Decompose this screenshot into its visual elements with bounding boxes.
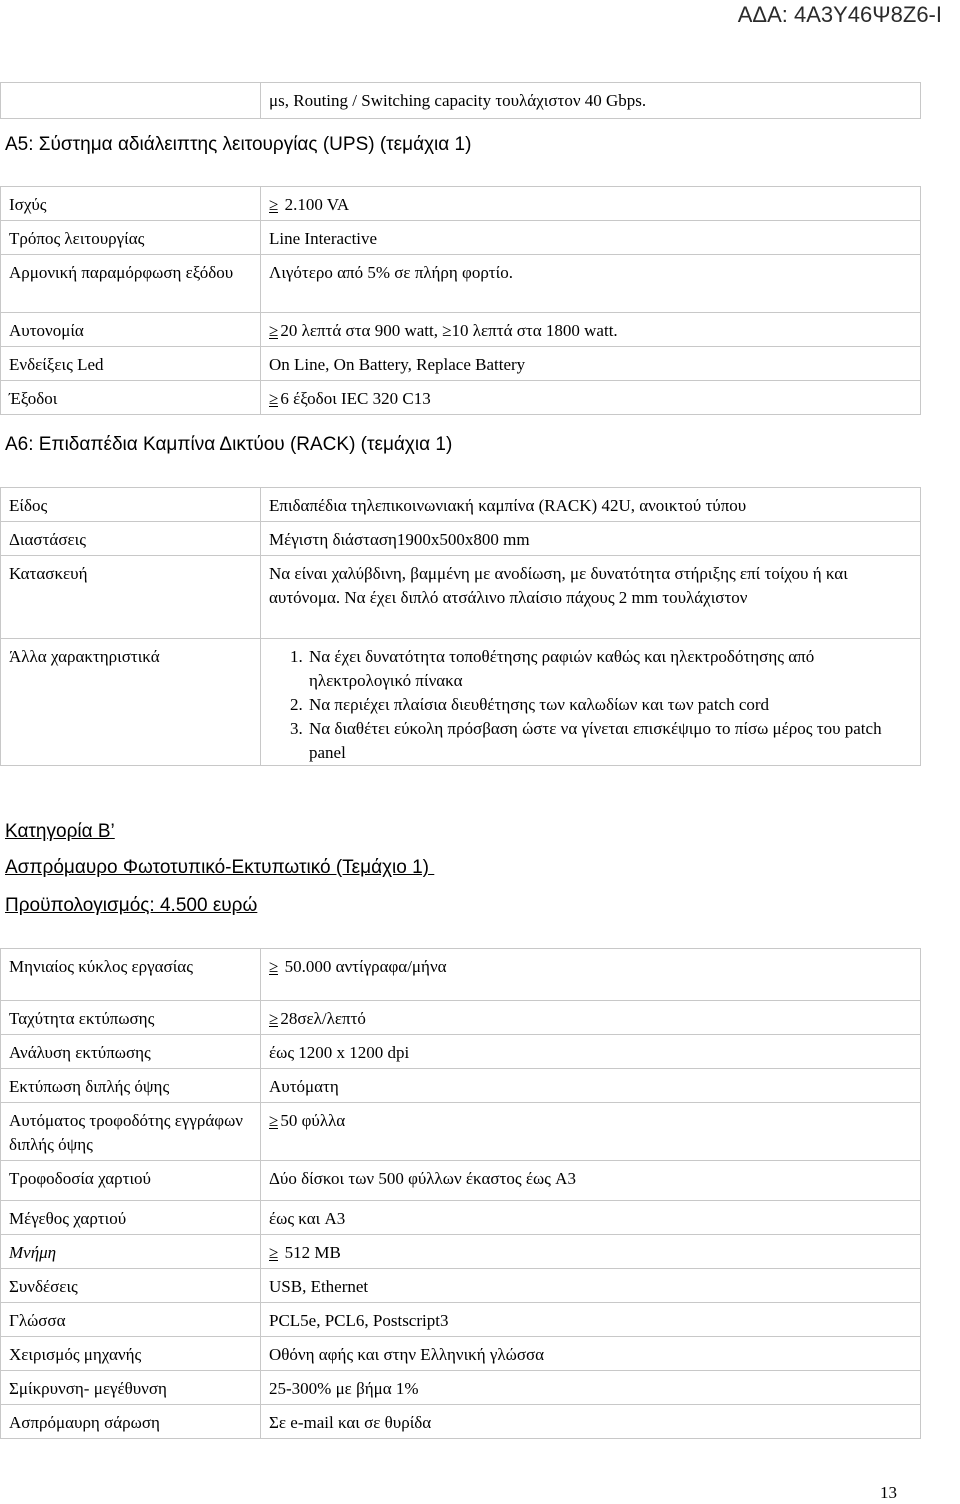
ups-value-text: 2.100 VA bbox=[280, 195, 350, 214]
ups-label: Αρμονική παραμόρφωση εξόδου bbox=[1, 255, 261, 313]
printer-label: Χειρισμός μηχανής bbox=[1, 1337, 261, 1371]
ups-label: Έξοδοι bbox=[1, 381, 261, 415]
printer-value: 25-300% με βήμα 1% bbox=[261, 1371, 921, 1405]
ups-table bbox=[0, 186, 921, 415]
printer-label: Συνδέσεις bbox=[1, 1269, 261, 1303]
printer-label: Μέγεθος χαρτιού bbox=[1, 1201, 261, 1235]
ups-label: Ισχύς bbox=[1, 187, 261, 221]
list-item: 2. Να περιέχει πλαίσια διευθέτησης των καλωδίων και των patch cord bbox=[307, 693, 912, 717]
printer-value: USB, Ethernet bbox=[261, 1269, 921, 1303]
page-number: 13 bbox=[880, 1483, 897, 1502]
top-row-label bbox=[1, 83, 261, 119]
ge-symbol: ≥ bbox=[269, 1009, 279, 1028]
rack-label: Άλλα χαρακτηριστικά bbox=[1, 639, 261, 766]
printer-label: Μνήμη bbox=[1, 1235, 261, 1269]
rack-value: Επιδαπέδια τηλεπικοινωνιακή καμπίνα (RACK) 42U, ανοικτού τύπου bbox=[261, 488, 921, 522]
list-item: 3. Να διαθέτει εύκολη πρόσβαση ώστε να γίνεται επισκέψιμο το πίσω μέρος του patch panel bbox=[307, 717, 912, 765]
ge-symbol: ≥ bbox=[269, 957, 279, 976]
printer-label: Εκτύπωση διπλής όψης bbox=[1, 1069, 261, 1103]
printer-value: Δύο δίσκοι των 500 φύλλων έκαστος έως A3 bbox=[261, 1161, 921, 1201]
printer-value-text: 512 MB bbox=[280, 1243, 341, 1262]
printer-label: Σμίκρυνση- μεγέθυνση bbox=[1, 1371, 261, 1405]
ge-symbol: ≥ bbox=[269, 389, 279, 408]
ups-label: Τρόπος λειτουργίας bbox=[1, 221, 261, 255]
ups-value: Line Interactive bbox=[261, 221, 921, 255]
ups-value-text: 6 έξοδοι IEC 320 C13 bbox=[280, 389, 431, 408]
printer-value-text: 50 φύλλα bbox=[280, 1111, 346, 1130]
printer-value: Σε e-mail και σε θυρίδα bbox=[261, 1405, 921, 1439]
printer-value bbox=[261, 1235, 921, 1269]
ups-label: Αυτονομία bbox=[1, 313, 261, 347]
printer-value bbox=[261, 1001, 921, 1035]
a5-heading: Α5: Σύστημα αδιάλειπτης λειτουργίας (UPS) (τεμάχια 1) bbox=[5, 134, 472, 155]
ups-value: Λιγότερο από 5% σε πλήρη φορτίο. bbox=[261, 255, 921, 313]
printer-label: Ταχύτητα εκτύπωσης bbox=[1, 1001, 261, 1035]
rack-table bbox=[0, 487, 921, 766]
category-title: Κατηγορία Β’ bbox=[5, 821, 115, 842]
printer-label: Ασπρόμαυρη σάρωση bbox=[1, 1405, 261, 1439]
printer-label: Αυτόματος τροφοδότης εγγράφων διπλής όψης bbox=[1, 1103, 261, 1161]
budget: Προϋπολογισμός: 4.500 ευρώ bbox=[5, 895, 258, 916]
ups-value: On Line, On Battery, Replace Battery bbox=[261, 347, 921, 381]
ge-symbol: ≥ bbox=[269, 321, 279, 340]
top-row-value: μs, Routing / Switching capacity τουλάχιστον 40 Gbps. bbox=[261, 83, 921, 119]
ups-value bbox=[261, 187, 921, 221]
ada-code: ΑΔΑ: 4Α3Υ46Ψ8Ζ6-Ι bbox=[737, 2, 942, 27]
printer-value: έως 1200 x 1200 dpi bbox=[261, 1035, 921, 1069]
printer-value-text: 28σελ/λεπτό bbox=[280, 1009, 366, 1028]
printer-label: Μηνιαίος κύκλος εργασίας bbox=[1, 949, 261, 1001]
printer-value: PCL5e, PCL6, Postscript3 bbox=[261, 1303, 921, 1337]
printer-value-text: 50.000 αντίγραφα/μήνα bbox=[280, 957, 447, 976]
features-list bbox=[269, 645, 912, 765]
ups-value bbox=[261, 313, 921, 347]
printer-label: Γλώσσα bbox=[1, 1303, 261, 1337]
printer-table bbox=[0, 948, 921, 1439]
rack-value: Μέγιστη διάσταση1900x500x800 mm bbox=[261, 522, 921, 556]
printer-value bbox=[261, 1103, 921, 1161]
printer-label: Ανάλυση εκτύπωσης bbox=[1, 1035, 261, 1069]
printer-label: Τροφοδοσία χαρτιού bbox=[1, 1161, 261, 1201]
category-subtitle: Ασπρόμαυρο Φωτοτυπικό-Εκτυπωτικό (Τεμάχιο 1) bbox=[5, 857, 435, 878]
rack-label: Είδος bbox=[1, 488, 261, 522]
printer-value bbox=[261, 949, 921, 1001]
printer-value: έως και A3 bbox=[261, 1201, 921, 1235]
a6-heading: Α6: Επιδαπέδια Καμπίνα Δικτύου (RACK) (τεμάχια 1) bbox=[5, 434, 453, 455]
rack-label: Κατασκευή bbox=[1, 556, 261, 639]
ups-value bbox=[261, 381, 921, 415]
ups-label: Ενδείξεις Led bbox=[1, 347, 261, 381]
ge-symbol: ≥ bbox=[269, 1111, 279, 1130]
rack-value: Να είναι χαλύβδινη, βαμμένη με ανοδίωση, με δυνατότητα στήριξης επί τοίχου ή και αυτόνομα. Να έχει διπλό ατσάλινο πλαίσιο πάχους 2 mm τουλάχιστον bbox=[261, 556, 921, 639]
ge-symbol: ≥ bbox=[269, 195, 279, 214]
ups-value-text: 20 λεπτά στα 900 watt, ≥10 λεπτά στα 1800 watt. bbox=[280, 321, 618, 340]
top-continuation-table bbox=[0, 82, 921, 119]
printer-value: Αυτόματη bbox=[261, 1069, 921, 1103]
ge-symbol: ≥ bbox=[269, 1243, 279, 1262]
rack-features bbox=[261, 639, 921, 766]
printer-value: Οθόνη αφής και στην Ελληνική γλώσσα bbox=[261, 1337, 921, 1371]
list-item: 1. Να έχει δυνατότητα τοποθέτησης ραφιών καθώς και ηλεκτροδότησης από ηλεκτρολογικό πίνακα bbox=[307, 645, 912, 693]
rack-label: Διαστάσεις bbox=[1, 522, 261, 556]
